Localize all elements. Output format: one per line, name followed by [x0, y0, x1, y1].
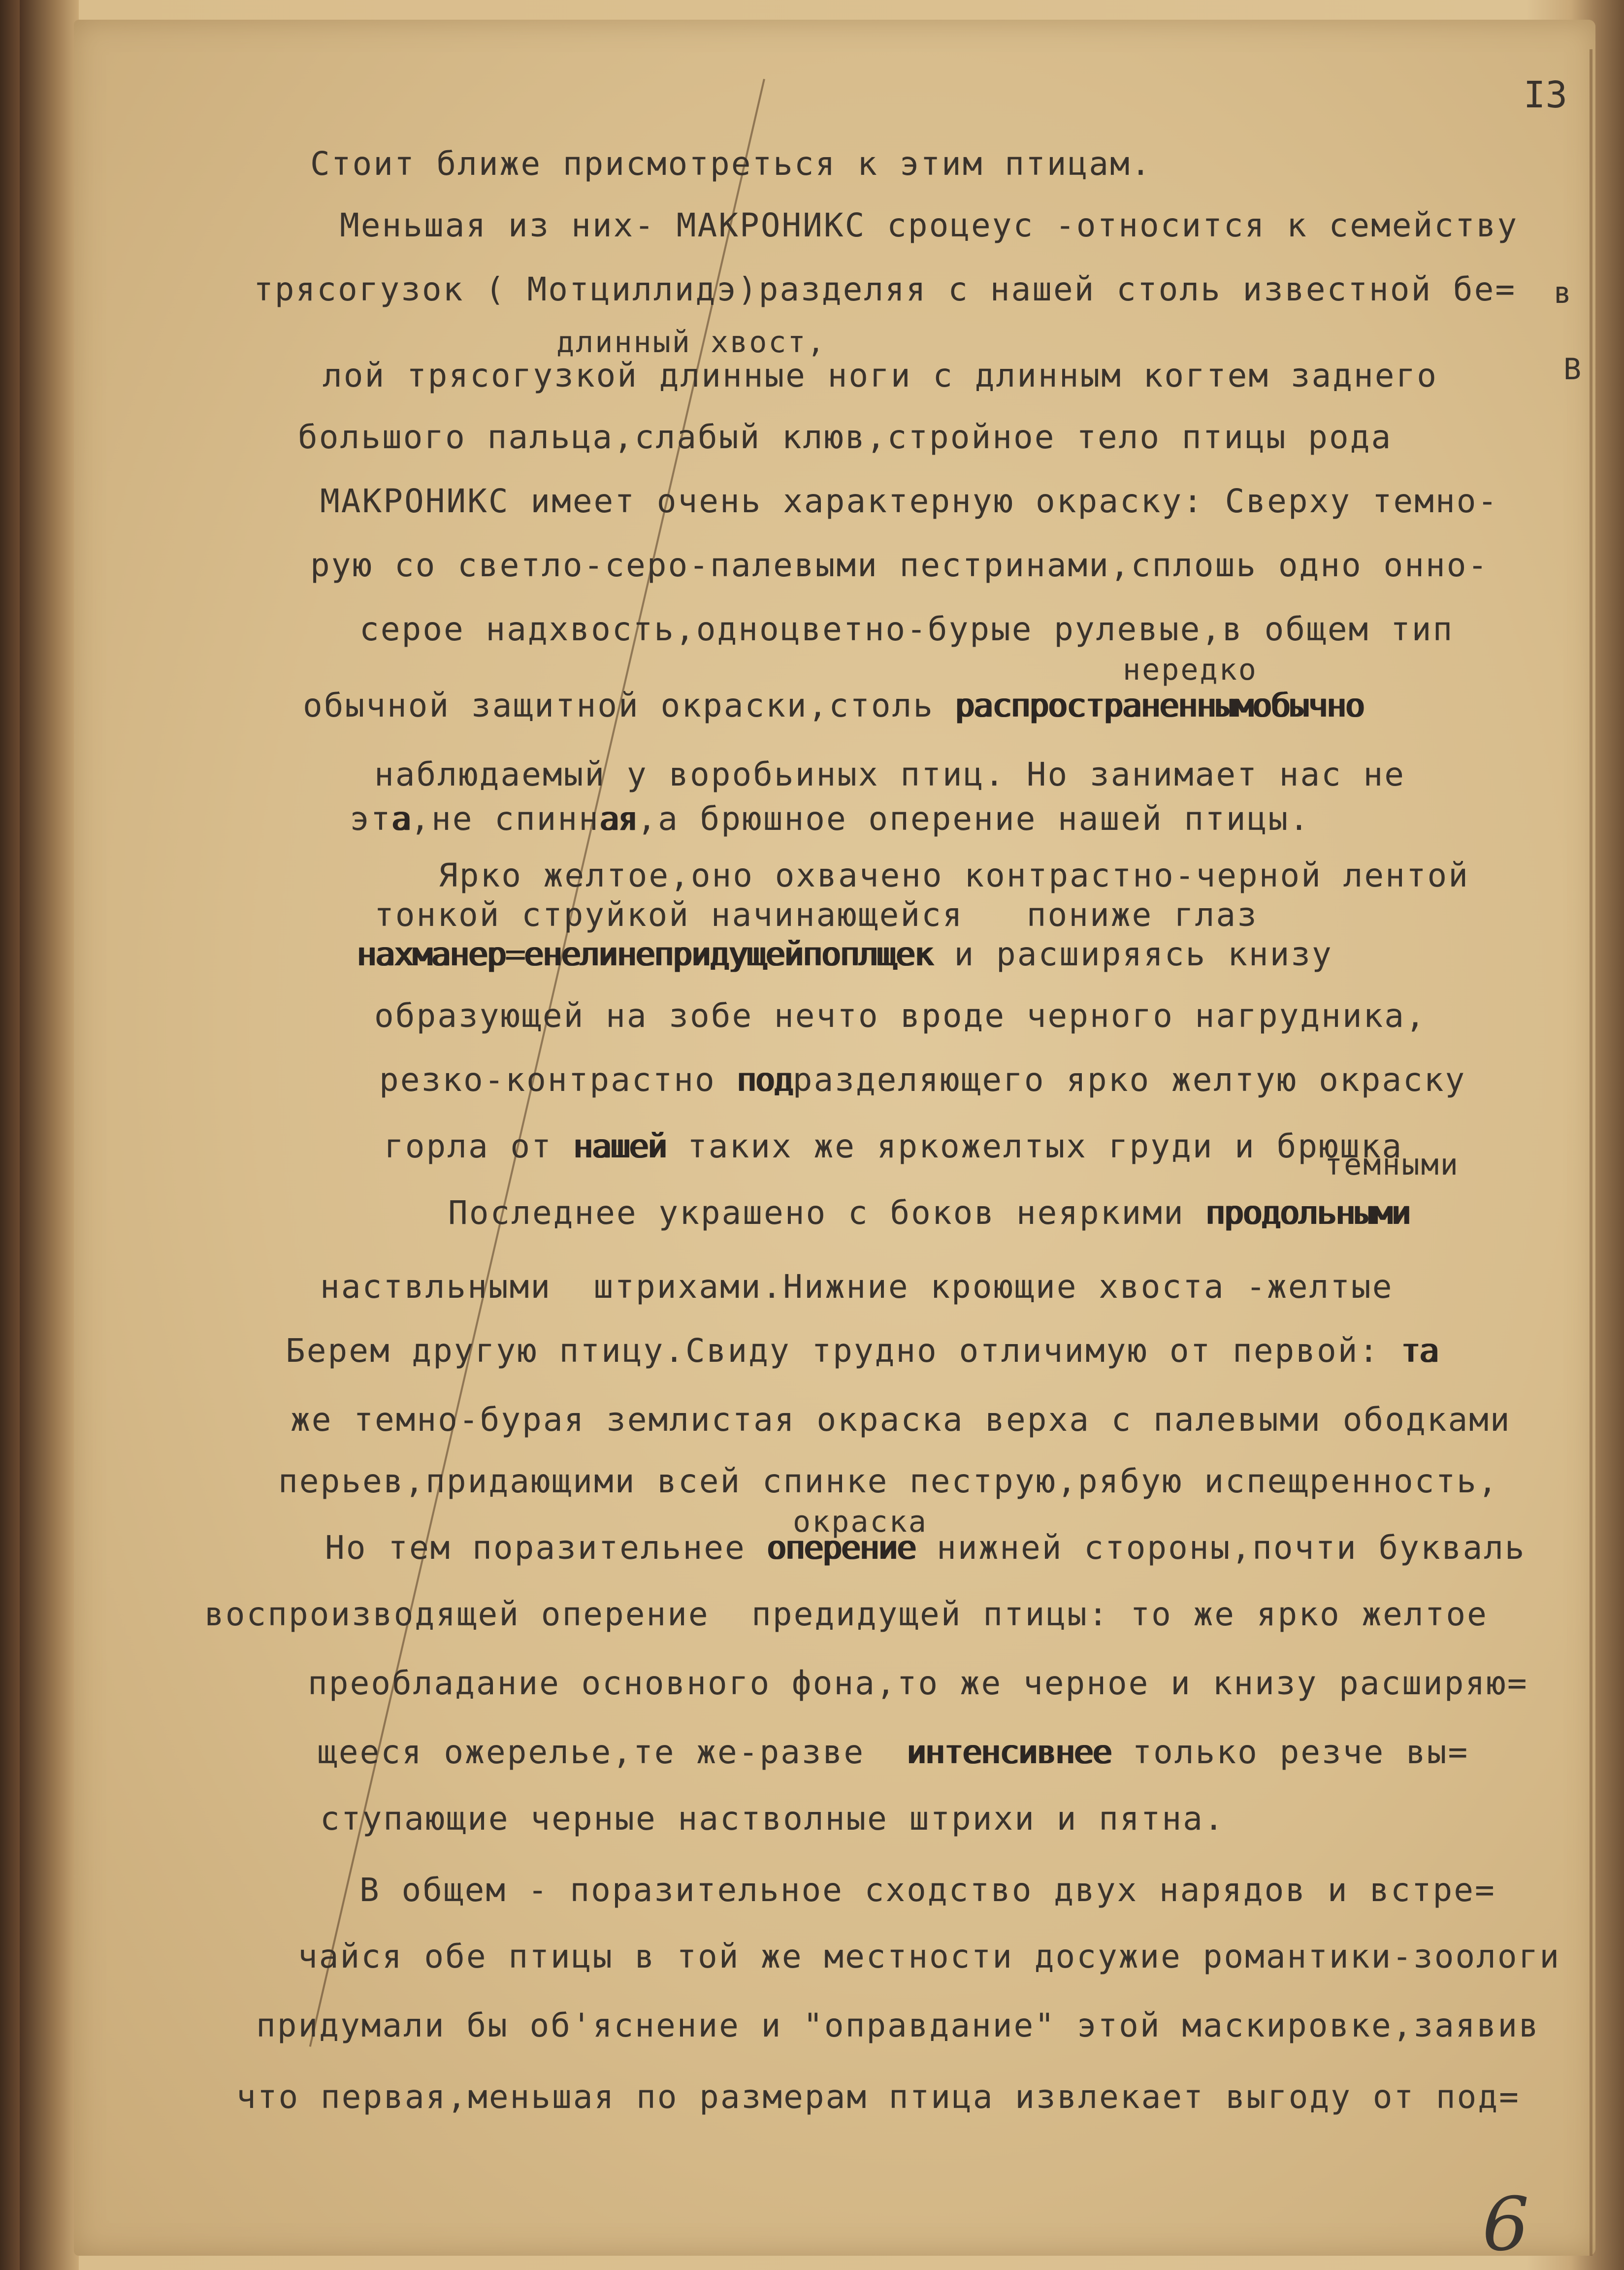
text-line	[291, 1401, 1511, 1439]
struck-out-text: под	[737, 1061, 793, 1099]
text-segment: Стоит ближе присмотреться к этим птицам.	[310, 145, 1152, 183]
interlinear-insertion	[556, 325, 826, 360]
text-line	[320, 1800, 1225, 1838]
text-segment: Но тем поразительнее	[325, 1529, 767, 1567]
text-segment: же темно-бурая землистая окраска верха с палевыми ободками	[291, 1401, 1511, 1439]
text-segment: придумали бы об'яснение и "оправдание" этой маскировке,заявив	[256, 2007, 1540, 2044]
text-line	[357, 935, 1333, 973]
text-segment: воспроизводящей оперение предидущей птицы: то же ярко желтое	[204, 1595, 1488, 1633]
handwritten-folio-number: 6	[1482, 2182, 1529, 2268]
text-line	[310, 145, 1152, 183]
text-segment: разделяющего ярко желтую окраску	[792, 1061, 1466, 1099]
text-line	[204, 1595, 1488, 1633]
text-line	[374, 997, 1427, 1035]
text-line	[379, 1061, 1466, 1099]
text-segment: Берем другую птицу.Свиду трудно отличимую от первой:	[286, 1332, 1401, 1370]
text-line	[298, 418, 1393, 456]
text-line	[438, 856, 1470, 894]
text-line	[303, 687, 1364, 724]
text-segment: таких же яркожелтых груди и брюшка	[666, 1127, 1403, 1165]
text-segment: что первая,меньшая по размерам птица извлекает выгоду от под=	[236, 2078, 1520, 2116]
text-line	[384, 1127, 1403, 1165]
text-line	[298, 1938, 1561, 1975]
struck-out-text: распространеннымобычно	[955, 687, 1364, 724]
text-segment: темными	[1325, 1148, 1460, 1182]
struck-out-text: продольными	[1205, 1194, 1410, 1232]
text-segment: образующей на зобе нечто вроде черного нагрудника,	[374, 997, 1427, 1035]
text-segment: МАКРОНИКС имеет очень характерную окраску: Сверху темно-	[320, 482, 1499, 520]
text-line	[308, 1664, 1528, 1702]
margin-letter: В	[1563, 352, 1582, 387]
text-segment: ,не спинн	[410, 800, 600, 838]
text-segment: нередко	[1123, 653, 1258, 687]
text-line	[286, 1332, 1438, 1370]
text-segment: горла от	[384, 1127, 574, 1165]
text-segment: окраска	[793, 1505, 928, 1539]
text-segment: трясогузок ( Мотциллидэ)разделяя с нашей столь известной бе=	[254, 270, 1517, 308]
struck-out-text: ая	[599, 800, 637, 838]
text-segment: чайся обе птицы в той же местности досужие романтики-зоологи	[298, 1938, 1561, 1975]
text-segment: перьев,придающими всей спинке пеструю,рябую испещренность,	[278, 1462, 1499, 1500]
text-segment: тонкой струйкой начинающейся пониже глаз	[374, 896, 1258, 934]
page-edge	[1590, 49, 1592, 2256]
text-line	[359, 610, 1454, 648]
text-segment: Ярко желтое,оно охвачено контрастно-черной лентой	[438, 856, 1470, 894]
text-segment: лой трясогузкой длинные ноги с длинным когтем заднего	[323, 357, 1438, 395]
struck-out-text: нахманер=енелинепридущейпоплщек	[357, 935, 933, 973]
text-line	[340, 206, 1519, 244]
struck-out-text: интенсивнее	[907, 1733, 1111, 1771]
text-line	[320, 482, 1499, 520]
text-line	[254, 270, 1517, 308]
struck-out-text: а	[391, 800, 411, 838]
text-line	[236, 2078, 1520, 2116]
text-line	[448, 1194, 1410, 1232]
text-line	[374, 758, 1405, 791]
text-line	[256, 2009, 1540, 2042]
text-line	[323, 357, 1438, 395]
text-segment: наблюдаемый у воробьиных птиц. Но занимает нас не	[374, 756, 1406, 793]
text-line	[350, 800, 1310, 838]
text-line	[278, 1462, 1499, 1500]
struck-out-text: та	[1400, 1332, 1438, 1370]
text-segment: наствльными штрихами.Нижние кроющие хвоста -желтые	[320, 1268, 1394, 1306]
binding-spine	[20, 0, 79, 2270]
interlinear-insertion	[1123, 655, 1258, 685]
text-segment: Последнее украшено с боков неяркими	[448, 1194, 1206, 1232]
text-line	[359, 1871, 1496, 1909]
text-line	[325, 1529, 1526, 1567]
text-line	[374, 896, 1258, 934]
text-segment: длинный хвост,	[556, 325, 826, 360]
page-number: I3	[1523, 74, 1567, 116]
text-segment: только резче вы=	[1111, 1733, 1469, 1771]
text-segment: серое надхвость,одноцветно-бурые рулевые,в общем тип	[359, 610, 1454, 648]
text-segment: обычной защитной окраски,столь	[303, 687, 955, 724]
text-segment: Меньшая из них- МАКРОНИКС сроцеус -относится к семейству	[340, 206, 1519, 244]
text-segment: ступающие черные настволные штрихи и пятна.	[320, 1800, 1225, 1838]
interlinear-insertion	[1325, 1150, 1460, 1180]
struck-out-text: оперение	[767, 1529, 916, 1567]
text-segment: и расширяясь книзу	[933, 935, 1333, 973]
text-segment: щееся ожерелье,те же-разве	[318, 1733, 907, 1771]
text-segment: нижней стороны,почти букваль	[915, 1529, 1526, 1567]
text-segment: ,а брюшное оперение нашей птицы.	[637, 800, 1310, 838]
struck-out-text: нашей	[573, 1127, 667, 1165]
text-segment: рую со светло-серо-палевыми пестринами,сплошь одно онно-	[310, 546, 1489, 584]
text-line	[310, 546, 1489, 584]
margin-letter: в	[1554, 276, 1572, 310]
text-line	[320, 1268, 1394, 1306]
text-segment: преобладание основного фона,то же черное и книзу расширяю=	[308, 1664, 1528, 1702]
text-segment: резко-контрастно	[379, 1061, 737, 1099]
text-segment: В общем - поразительное сходство двух нарядов и встре=	[359, 1871, 1496, 1909]
text-line	[318, 1733, 1469, 1771]
text-segment: большого пальца,слабый клюв,стройное тело птицы рода	[298, 418, 1393, 456]
text-segment: эт	[350, 800, 392, 838]
